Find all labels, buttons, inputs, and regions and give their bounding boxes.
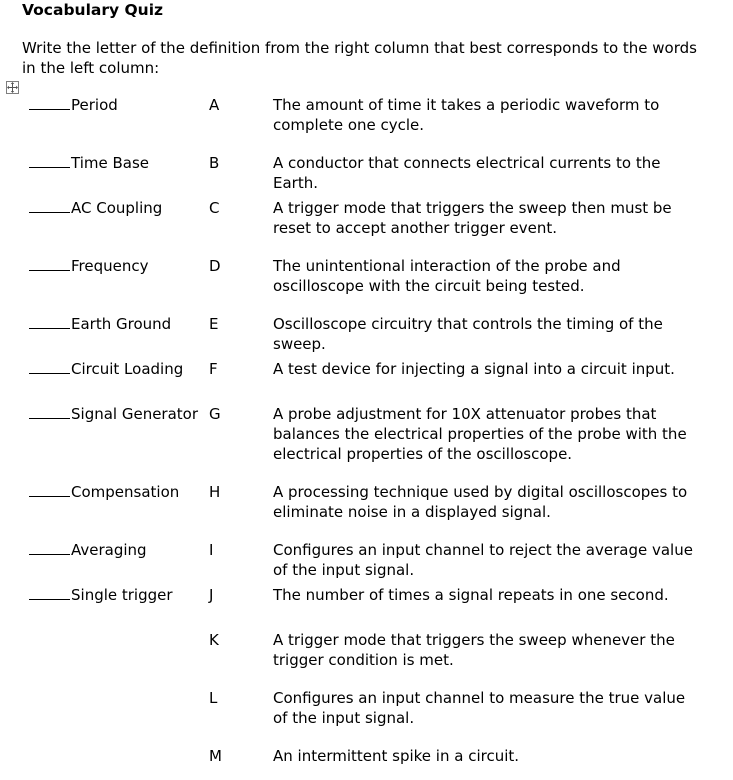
quiz-title: Vocabulary Quiz (22, 1, 164, 19)
definition-text: A test device for injecting a signal into a circuit input. (273, 360, 675, 378)
term-cell (29, 314, 171, 334)
letter-label: H (209, 483, 221, 501)
definition-text: Oscilloscope circuitry that controls the timing of the sweep. (273, 315, 663, 353)
letter-label: E (209, 315, 219, 333)
answer-blank[interactable] (29, 153, 70, 168)
definition-text: The unintentional interaction of the probe and oscilloscope with the circuit being tested. (273, 257, 621, 295)
definition-text: A trigger mode that triggers the sweep then must be reset to accept another trigger event. (273, 199, 672, 237)
definition-text: The number of times a signal repeats in one second. (273, 586, 669, 604)
term-text: Circuit Loading (71, 360, 184, 378)
answer-blank[interactable] (29, 482, 70, 497)
letter-label: F (209, 360, 218, 378)
letter-label: K (209, 631, 219, 649)
answer-blank[interactable] (29, 540, 70, 555)
answer-blank[interactable] (29, 198, 70, 213)
term-cell (29, 198, 162, 218)
answer-blank[interactable] (29, 256, 70, 271)
definition-text: Configures an input channel to measure the true value of the input signal. (273, 689, 686, 727)
letter-label: L (209, 689, 218, 707)
letter-label: I (209, 541, 214, 559)
term-cell (29, 540, 147, 560)
letter-label: J (209, 586, 214, 604)
term-cell (29, 256, 149, 276)
letter-label: A (209, 96, 220, 114)
term-cell (29, 585, 173, 605)
answer-blank[interactable] (29, 359, 70, 374)
letter-label: G (209, 405, 221, 423)
term-text: AC Coupling (71, 199, 163, 217)
definition-text: A processing technique used by digital oscilloscopes to eliminate noise in a displayed signal. (273, 483, 688, 521)
term-text: Averaging (71, 541, 147, 559)
term-text: Signal Generator (71, 405, 199, 423)
term-text: Frequency (71, 257, 149, 275)
definition-text: A trigger mode that triggers the sweep whenever the trigger condition is met. (273, 631, 675, 669)
term-cell (29, 95, 118, 115)
letter-label: D (209, 257, 221, 275)
term-cell (29, 482, 179, 502)
term-text: Time Base (71, 154, 150, 172)
term-cell (29, 404, 198, 424)
definition-text: A conductor that connects electrical currents to the Earth. (273, 154, 661, 192)
definition-text: An intermittent spike in a circuit. (273, 747, 520, 765)
term-text: Earth Ground (71, 315, 172, 333)
instructions-text: Write the letter of the definition from the right column that best corresponds to the words in the left column: (22, 39, 697, 77)
definition-text: The amount of time it takes a periodic waveform to complete one cycle. (273, 96, 660, 134)
letter-label: B (209, 154, 220, 172)
answer-blank[interactable] (29, 314, 70, 329)
term-text: Compensation (71, 483, 180, 501)
letter-label: C (209, 199, 220, 217)
letter-label: M (209, 747, 222, 765)
term-text: Period (71, 96, 118, 114)
definition-text: Configures an input channel to reject the average value of the input signal. (273, 541, 693, 579)
answer-blank[interactable] (29, 95, 70, 110)
term-cell (29, 153, 149, 173)
term-text: Single trigger (71, 586, 173, 604)
table-move-handle-icon[interactable] (6, 81, 19, 94)
answer-blank[interactable] (29, 404, 70, 419)
answer-blank[interactable] (29, 585, 70, 600)
term-cell (29, 359, 183, 379)
definition-text: A probe adjustment for 10X attenuator probes that balances the electrical properties of the probe with the electrical properties of the oscilloscope. (273, 405, 687, 463)
